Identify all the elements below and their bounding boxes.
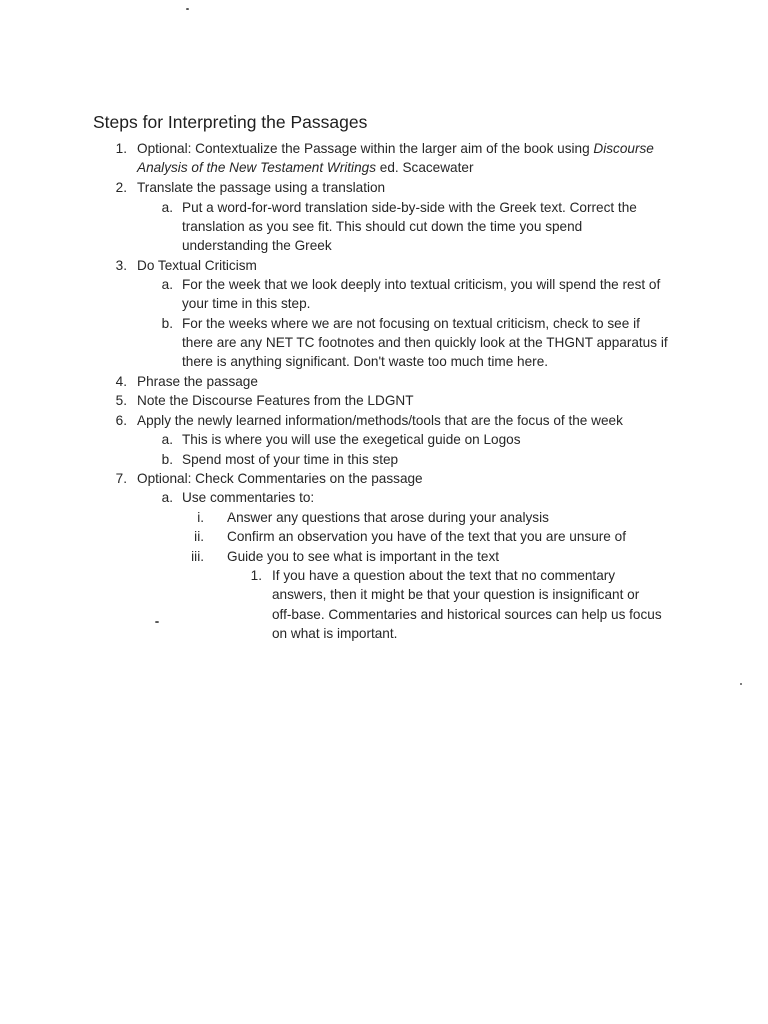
list-item-text: Phrase the passage — [137, 374, 258, 389]
list-marker: iii. — [191, 549, 204, 564]
list-marker: b. — [161, 452, 173, 467]
list-item-text: translation as you see fit. This should cut down the time you spend — [182, 219, 583, 234]
list-item-text: Analysis of the New Testament Writings ed. Scacewater — [137, 160, 474, 175]
list-marker: 6. — [115, 413, 127, 428]
list-item-text: For the weeks where we are not focusing on textual criticism, check to see if — [182, 316, 640, 331]
list-marker: a. — [161, 490, 173, 505]
list-item-text: off-base. Commentaries and historical sources can help us focus — [272, 607, 662, 622]
list-item-text: there are any NET TC footnotes and then quickly look at the THGNT apparatus if — [182, 335, 668, 350]
list-item-text: Apply the newly learned information/methods/tools that are the focus of the week — [137, 413, 623, 428]
list-item-text: Note the Discourse Features from the LDGNT — [137, 393, 414, 408]
list-item-text: Use commentaries to: — [182, 490, 315, 505]
list-marker: 1. — [115, 141, 127, 156]
list-item-text: Confirm an observation you have of the text that you are unsure of — [227, 529, 626, 544]
list-item-text: Translate the passage using a translation — [137, 180, 386, 195]
list-item-text: your time in this step. — [182, 296, 311, 311]
list-item-text: Answer any questions that arose during your analysis — [227, 510, 549, 525]
list-marker: a. — [161, 200, 173, 215]
list-item-text: there is anything significant. Don't waste too much time here. — [182, 354, 549, 369]
list-marker: 7. — [115, 471, 127, 486]
scan-speck — [186, 8, 189, 10]
list-item-text: Put a word-for-word translation side-by-side with the Greek text. Correct the — [182, 200, 637, 215]
list-item-text: understanding the Greek — [182, 238, 332, 253]
list-item-text: If you have a question about the text that no commentary — [272, 568, 616, 583]
list-marker: b. — [161, 316, 173, 331]
list-item-text: Guide you to see what is important in the text — [227, 549, 500, 564]
list-item-text: Spend most of your time in this step — [182, 452, 399, 467]
page-title: Steps for Interpreting the Passages — [93, 112, 368, 132]
scan-speck — [740, 683, 742, 685]
list-marker: a. — [161, 277, 173, 292]
list-marker: ii. — [194, 529, 204, 544]
scan-speck — [155, 621, 159, 623]
list-marker: 1. — [250, 568, 262, 583]
list-marker: 3. — [115, 258, 127, 273]
list-marker: 5. — [115, 393, 127, 408]
list-item-text: Do Textual Criticism — [137, 258, 257, 273]
list-item-text: This is where you will use the exegetical guide on Logos — [182, 432, 521, 447]
list-item-text: Optional: Check Commentaries on the passage — [137, 471, 423, 486]
list-marker: i. — [197, 510, 204, 525]
list-item-text: on what is important. — [272, 626, 398, 641]
list-marker: a. — [161, 432, 173, 447]
list-item-text: answers, then it might be that your question is insignificant or — [272, 587, 640, 602]
list-marker: 2. — [115, 180, 127, 195]
list-marker: 4. — [115, 374, 127, 389]
list-item-text: For the week that we look deeply into textual criticism, you will spend the rest of — [182, 277, 661, 292]
list-item-text: Optional: Contextualize the Passage within the larger aim of the book using Discourse — [137, 141, 654, 156]
